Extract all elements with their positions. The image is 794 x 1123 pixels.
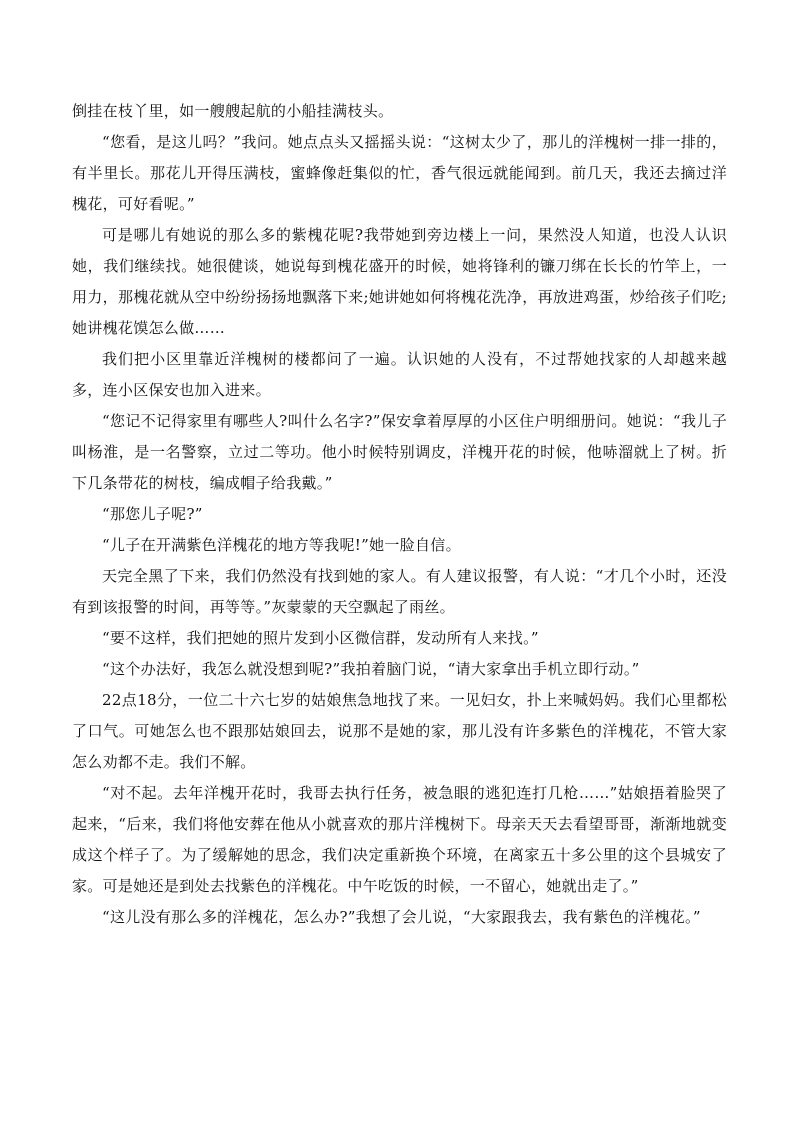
- paragraph: 天完全黑了下来，我们仍然没有找到她的家人。有人建议报警，有人说：“才几个小时，还没有到该报警的时间，再等等。”灰蒙蒙的天空飘起了雨丝。: [72, 567, 727, 616]
- paragraph: “这个办法好，我怎么就没想到呢?”我拍着脑门说，“请大家拿出手机立即行动。”: [102, 660, 640, 678]
- paragraph: “要不这样，我们把她的照片发到小区微信群，发动所有人来找。”: [102, 629, 539, 647]
- paragraph: 我们把小区里靠近洋槐树的楼都问了一遍。认识她的人没有，不过帮她找家的人却越来越多，连小区保安也加入进来。: [72, 350, 727, 399]
- paragraph: 倒挂在枝丫里，如一艘艘起航的小船挂满枝头。: [72, 102, 394, 120]
- paragraph: “您记不记得家里有哪些人?叫什么名字?”保安拿着厚厚的小区住户明细册问。她说：“我儿子叫杨淮，是一名警察，立过二等功。他小时候特别调皮，洋槐开花的时候，他哧溜就上了树。折下几条带花的树枝，编成帽子给我戴。”: [72, 412, 727, 492]
- paragraph: “您看，是这儿吗？”我问。她点点头又摇摇头说：“这树太少了，那儿的洋槐树一排一排的，有半里长。那花儿开得压满枝，蜜蜂像赶集似的忙，香气很远就能闻到。前几天，我还去摘过洋槐花，可好看呢。”: [72, 133, 727, 213]
- paragraph: “对不起。去年洋槐开花时，我哥去执行任务，被急眼的逃犯连打几枪……”姑娘捂着脸哭了起来，“后来，我们将他安葬在他从小就喜欢的那片洋槐树下。母亲天天去看望哥哥，渐渐地就变成这个样子了。为了缓解她的思念，我们决定重新换个环境，在离家五十多公里的这个县城安了家。可是她还是到处去找紫色的洋槐花。中午吃饭的时候，一不留心，她就出走了。”: [72, 784, 727, 895]
- paragraph: “这儿没有那么多的洋槐花，怎么办?”我想了会儿说，“大家跟我去，我有紫色的洋槐花。”: [102, 908, 701, 926]
- paragraph: “儿子在开满紫色洋槐花的地方等我呢!”她一脸自信。: [102, 536, 461, 554]
- paragraph: 22点18分，一位二十六七岁的姑娘焦急地找了来。一见妇女，扑上来喊妈妈。我们心里都松了口气。可她怎么也不跟那姑娘回去，说那不是她的家，那儿没有许多紫色的洋槐花，不管大家怎么劝都不走。我们不解。: [72, 691, 727, 771]
- story-text: [72, 96, 727, 933]
- paragraph: “那您儿子呢?”: [102, 505, 203, 523]
- paragraph: 可是哪儿有她说的那么多的紫槐花呢?我带她到旁边楼上一问，果然没人知道，也没人认识她，我们继续找。她很健谈，她说每到槐花盛开的时候，她将锋利的镰刀绑在长长的竹竿上，一用力，那槐花就从空中纷纷扬扬地飘落下来;她讲她如何将槐花洗净，再放进鸡蛋，炒给孩子们吃;她讲槐花馍怎么做……: [72, 226, 727, 337]
